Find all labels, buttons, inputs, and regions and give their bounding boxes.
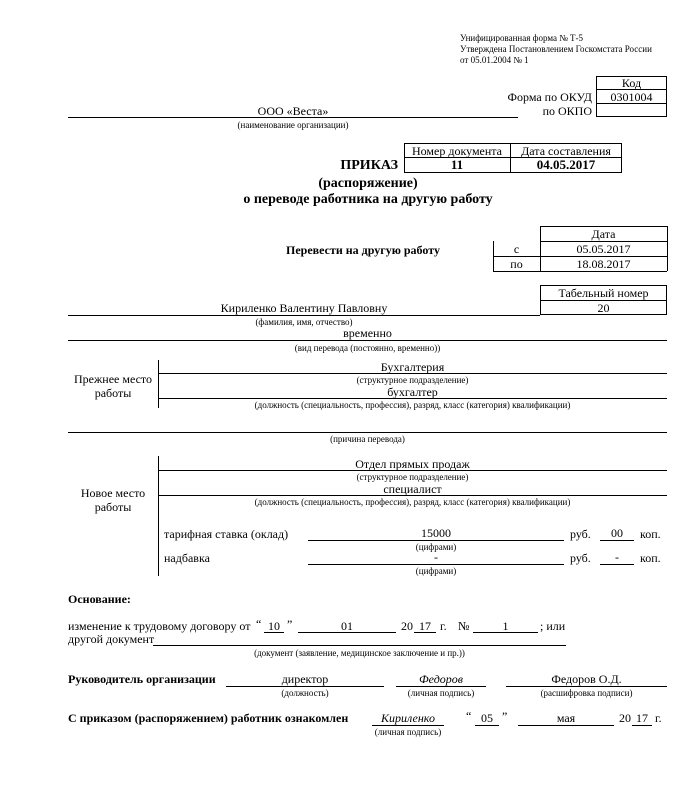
ack-quote-open: “	[466, 709, 472, 723]
tab-number-value: 20	[597, 301, 610, 315]
transfer-type: временно	[343, 326, 392, 340]
basis-doc-caption: (документ (заявление, медицинское заключение и пр.))	[254, 648, 465, 658]
bonus-value: -	[434, 550, 438, 564]
order-number: 11	[450, 157, 464, 172]
ack-year-suffix: 17	[636, 711, 648, 725]
ack-year-prefix: 20	[619, 711, 631, 725]
head-position: директор	[281, 672, 329, 686]
head-name: Федоров О.Д.	[551, 672, 622, 686]
ack-signature: Кириленко	[381, 711, 435, 725]
form-note-line1: Унифицированная форма № Т-5	[460, 33, 584, 43]
basis-year-label: г.	[440, 619, 447, 633]
previous-place-label-1: Прежнее место	[74, 372, 152, 386]
employee-name: Кириленко Валентину Павловну	[220, 301, 388, 315]
rate-rub-label: руб.	[570, 527, 591, 541]
basis-day: 10	[268, 619, 280, 633]
head-signature: Федоров	[419, 672, 463, 686]
rate-label: тарифная ставка (оклад)	[164, 527, 289, 541]
head-label: Руководитель организации	[68, 672, 216, 686]
new-place-label-1: Новое место	[80, 486, 146, 500]
ack-year-label: г.	[655, 711, 662, 725]
basis-year-suffix: 17	[419, 619, 431, 633]
transfer-to-label: по	[510, 257, 523, 271]
head-name-caption: (расшифровка подписи)	[540, 688, 633, 698]
rate-value: 15000	[421, 526, 451, 540]
doc-number-label: Номер документа	[411, 144, 503, 158]
basis-quote-close: ”	[287, 617, 293, 631]
bonus-caption: (цифрами)	[415, 566, 457, 576]
rate-kop-value: 00	[611, 526, 623, 540]
bonus-rub-label: руб.	[570, 551, 591, 565]
code-label: Код	[621, 76, 642, 90]
okud-value: 0301004	[610, 90, 653, 104]
okpo-label: по ОКПО	[542, 104, 592, 118]
transfer-type-caption: (вид перевода (постоянно, временно))	[294, 343, 441, 353]
employee-name-caption: (фамилия, имя, отчество)	[255, 317, 353, 327]
transfer-heading: Перевести на другую работу	[286, 243, 440, 257]
previous-place-label-2: работы	[94, 386, 132, 400]
order-title: ПРИКАЗ	[340, 158, 398, 173]
order-subtitle: (распоряжение)	[318, 176, 418, 191]
form-note-line3: от 05.01.2004 № 1	[460, 55, 529, 65]
organization-name: ООО «Веста»	[257, 104, 329, 118]
head-signature-caption: (личная подпись)	[407, 688, 475, 698]
rate-kop-label: коп.	[640, 527, 661, 541]
head-position-caption: (должность)	[281, 688, 329, 698]
previous-department-caption: (структурное подразделение)	[356, 375, 469, 385]
transfer-date-label: Дата	[591, 227, 616, 241]
rate-caption: (цифрами)	[415, 542, 457, 552]
order-date: 04.05.2017	[536, 157, 596, 172]
basis-heading: Основание:	[68, 592, 131, 606]
previous-department: Бухгалтерия	[380, 360, 445, 374]
previous-position-caption: (должность (специальность, профессия), разряд, класс (категория) квалификации)	[254, 400, 571, 410]
basis-year-prefix: 20	[401, 619, 413, 633]
basis-number: 1	[502, 619, 509, 633]
ack-month: мая	[556, 711, 576, 725]
transfer-to-date: 18.08.2017	[576, 257, 631, 271]
organization-caption: (наименование организации)	[237, 120, 349, 130]
bonus-kop-label: коп.	[640, 551, 661, 565]
ack-signature-caption: (личная подпись)	[374, 727, 442, 737]
new-department: Отдел прямых продаж	[355, 457, 470, 471]
ack-quote-close: ”	[502, 709, 508, 723]
previous-position: бухгалтер	[387, 385, 438, 399]
tab-number-label: Табельный номер	[558, 286, 649, 300]
bonus-kop-value: -	[615, 550, 619, 564]
new-place-label-2: работы	[94, 500, 132, 514]
ack-day: 05	[481, 711, 493, 725]
basis-other-doc-label: другой документ	[68, 632, 155, 646]
basis-number-sign: №	[458, 619, 470, 633]
transfer-from-label: с	[513, 242, 520, 256]
new-department-caption: (структурное подразделение)	[356, 472, 469, 482]
new-position: специалист	[383, 482, 442, 496]
new-position-caption: (должность (специальность, профессия), разряд, класс (категория) квалификации)	[254, 497, 571, 507]
order-subject: о переводе работника на другую работу	[243, 192, 493, 207]
okud-label: Форма по ОКУД	[507, 90, 592, 104]
ack-label: С приказом (распоряжением) работник ознакомлен	[68, 711, 349, 725]
transfer-reason-caption: (причина перевода)	[330, 434, 405, 444]
basis-or: ; или	[540, 619, 566, 633]
transfer-from-date: 05.05.2017	[576, 242, 631, 256]
form-note-line2: Утверждена Постановлением Госкомстата России	[460, 44, 652, 54]
bonus-label: надбавка	[164, 551, 210, 565]
doc-date-label: Дата составления	[521, 144, 611, 158]
basis-contract-text: изменение к трудовому договору от	[68, 619, 251, 633]
basis-quote-open: “	[256, 617, 262, 631]
basis-month: 01	[341, 619, 353, 633]
